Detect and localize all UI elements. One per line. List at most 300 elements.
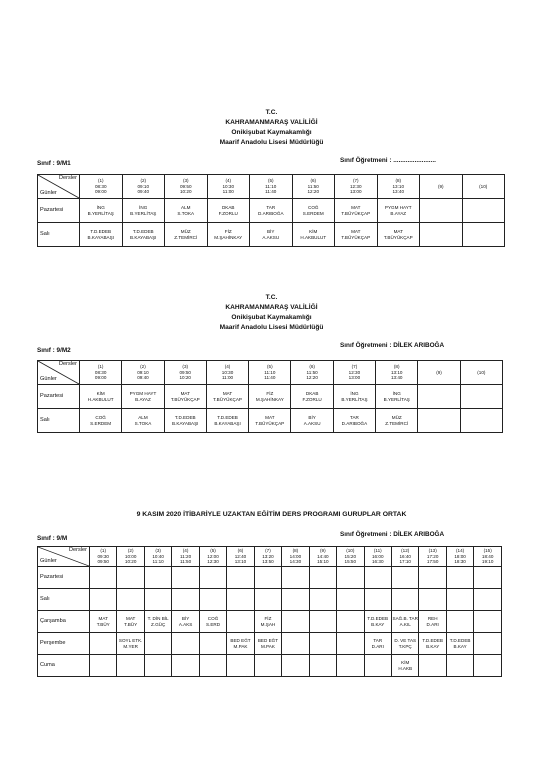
lesson-name: T.D.EDEB [132,228,154,234]
teacher-name: B.AYAZ [390,210,407,216]
table-row [38,567,502,589]
timetable-9m2 [37,360,503,433]
period-end-time: 15:50 [344,559,357,565]
teacher-name: B.KAY [453,643,467,649]
lesson-cell [172,589,199,611]
period-end-time: 09:00 [95,189,107,195]
lesson-cell [391,567,418,589]
period-header [376,361,418,385]
period-end-time: 11:00 [222,189,234,195]
lesson-cell [333,409,375,433]
teacher-name: F.ZORLU [302,396,322,402]
period-number: (7) [351,364,358,370]
lesson-name: T.D.EDEB [217,414,238,420]
period-header [80,361,122,385]
lesson-cell [420,199,463,223]
lesson-cell [227,633,254,655]
teacher-name: A.AKSU [262,234,280,240]
period-header [462,175,505,199]
lesson-cell [199,589,226,611]
period-end-time: 11:40 [265,189,277,195]
period-end-time: 16:30 [372,559,384,565]
corner-days-label: Günler [40,190,57,197]
period-number: (1) [97,178,104,184]
teacher-name: M.ŞAHİNKAY [255,396,284,402]
lesson-name: COĞ [95,414,106,420]
lesson-name: MAT [180,390,190,396]
lesson-cell [309,567,336,589]
period-start-time: 12:40 [234,553,247,559]
lesson-name: T.D.EDEB [90,228,112,234]
period-number: (9) [437,183,444,189]
lesson-cell [446,633,473,655]
lesson-cell [419,655,446,677]
period-end-time: 17:50 [426,559,439,565]
lesson-cell [199,633,226,655]
lesson-cell [117,589,144,611]
teacher-name: T.BÜY [96,621,110,627]
timetable-9m1 [37,174,505,247]
lesson-cell [90,655,117,677]
lesson-cell [419,633,446,655]
lesson-cell [117,655,144,677]
lesson-name: D. VE TAS [394,637,417,643]
corner-cell [38,361,80,385]
lesson-name: FİZ [264,615,272,621]
lesson-cell [206,385,248,409]
lesson-cell [227,589,254,611]
period-end-time: 13:10 [234,559,247,565]
lesson-name: DKAB [305,390,319,396]
lesson-cell [377,199,420,223]
teacher-name: B.KAYABAŞI [214,420,241,426]
period-end-time: 18:30 [454,559,466,565]
class-label: Sınıf : 9/M2 [37,347,71,354]
lesson-name: BED EĞT [257,637,279,643]
teacher-name: M.YER [123,643,138,649]
period-header [282,547,309,567]
period-number: (15) [483,548,492,554]
period-end-time: 09:40 [137,189,149,195]
day-label: Çarşamba [38,611,90,633]
period-start-time: 13:20 [262,553,274,559]
lesson-name: FİZ [266,390,274,396]
lesson-name: İNG [139,204,148,210]
lesson-name: T.D.EDEB [174,414,196,420]
period-header [122,361,164,385]
lesson-cell [90,567,117,589]
lesson-cell [80,199,123,223]
teacher-name: D.ARIBOĞA [341,420,368,426]
lesson-cell [333,385,375,409]
period-start-time: 12:30 [348,369,361,375]
lesson-cell [144,655,171,677]
lesson-cell [164,409,206,433]
period-start-time: 09:10 [137,183,149,189]
lesson-cell [462,223,505,247]
lesson-cell [254,567,281,589]
lesson-cell [460,385,502,409]
period-header [420,175,463,199]
lesson-cell [337,633,364,655]
teacher-name: M.PAK [260,643,275,649]
teacher-name: Z.TEMİRCİ [174,234,198,240]
teacher-name: B.KAYABAŞI [130,234,157,240]
lesson-cell [474,611,502,633]
lesson-name: KİM [309,228,318,234]
lesson-cell [80,385,122,409]
lesson-cell [199,567,226,589]
lesson-cell [364,633,391,655]
lesson-cell [172,633,199,655]
lesson-cell [364,567,391,589]
period-number: (12) [401,548,410,554]
lesson-cell [460,409,502,433]
period-end-time: 13:50 [262,559,274,565]
period-number: (3) [182,178,189,184]
period-start-time: 13:10 [392,183,404,189]
period-number: (2) [140,178,147,184]
period-end-time: 13:40 [390,375,403,381]
period-header [419,547,446,567]
period-end-time: 09:40 [137,375,149,381]
lesson-cell [172,611,199,633]
period-end-time: 09:00 [94,375,107,381]
teacher-name: H.AKB [398,665,413,671]
lesson-name: MAT [351,228,361,234]
period-start-time: 17:20 [426,553,439,559]
period-number: (7) [265,548,271,554]
lesson-cell [206,409,248,433]
period-number: (4) [182,548,189,554]
teacher-name: S.ERD [206,621,221,627]
lesson-cell [364,611,391,633]
period-number: (10) [477,369,486,375]
teacher-name: S.TOKA [134,420,152,426]
lesson-cell [291,409,333,433]
day-label: Salı [38,589,90,611]
corner-cell [38,175,80,199]
lesson-cell [282,611,309,633]
teacher-name: M.ŞAHİNKAY [214,234,243,240]
period-start-time: 14:00 [289,553,302,559]
lesson-cell [420,223,463,247]
lesson-cell [337,567,364,589]
period-header [446,547,473,567]
period-end-time: 17:10 [399,559,411,565]
lesson-cell [207,199,250,223]
lesson-name: MÜZ [391,414,402,420]
teacher-name: B.KAY [426,643,440,649]
period-start-time: 11:10 [264,369,276,375]
teacher-name: B.YERLİTAŞ [341,396,368,402]
teacher-label: Sınıf Öğretmeni : DİLEK ARIBOĞA [340,342,445,349]
lesson-cell [172,567,199,589]
period-number: (13) [428,548,437,554]
lesson-name: İNG [350,390,359,396]
teacher-name: Z.GÜÇ [150,621,166,627]
period-header [418,361,460,385]
lesson-cell [446,589,473,611]
period-start-time: 12:00 [207,553,219,559]
period-end-time: 19:10 [481,559,494,565]
lesson-cell [474,567,502,589]
lesson-name: PYGM HAYT [129,390,157,396]
teacher-name: S.TOKA [177,210,195,216]
period-header [206,361,248,385]
lesson-cell [165,199,208,223]
lesson-cell [391,589,418,611]
lesson-cell [144,589,171,611]
period-number: (14) [456,548,465,554]
day-label: Pazartesi [38,199,80,223]
period-start-time: 10:30 [222,183,234,189]
lesson-cell [122,199,165,223]
lesson-cell [227,655,254,677]
lesson-cell [335,199,378,223]
teacher-name: M.ŞAH [260,621,276,627]
teacher-name: T.BÜYÜKÇAP [213,396,242,402]
period-end-time: 10:20 [179,375,191,381]
teacher-name: S.ERDEM [90,420,112,426]
lesson-name: TAR [350,414,359,420]
lesson-name: İNG [96,204,105,210]
lesson-name: MAT [351,204,361,210]
lesson-name: TAR [373,637,383,643]
lesson-cell [282,633,309,655]
teacher-name: S.ERDEM [302,210,324,216]
lesson-cell [227,567,254,589]
lesson-cell [292,199,335,223]
lesson-cell [249,385,291,409]
period-number: (10) [346,548,355,554]
lesson-cell [309,633,336,655]
header-row [38,547,502,567]
period-number: (8) [393,364,400,370]
lesson-cell [254,633,281,655]
header-line: Onikişubat Kaymakamlığı [231,129,312,136]
lesson-name: ALM [138,414,148,420]
lesson-cell [474,589,502,611]
lesson-name: İNG [392,390,401,396]
lesson-cell [377,223,420,247]
lesson-cell [446,655,473,677]
period-header [309,547,336,567]
lesson-cell [391,655,418,677]
lesson-cell [117,633,144,655]
teacher-label: Sınıf Öğretmeni : DİLEK ARIBOĞA [340,531,445,538]
period-end-time: 11:50 [180,559,192,565]
lesson-cell [419,567,446,589]
period-number: (8) [395,178,402,184]
lesson-cell [418,409,460,433]
day-label: Pazartesi [38,567,90,589]
teacher-name: T.BÜY [124,621,138,627]
period-header [391,547,418,567]
lesson-cell [117,611,144,633]
period-header [80,175,123,199]
lesson-cell [282,567,309,589]
teacher-name: B.KAYABAŞI [87,234,114,240]
lesson-cell [309,589,336,611]
period-end-time: 13:40 [392,189,404,195]
period-header [292,175,335,199]
lesson-cell [462,199,505,223]
lesson-cell [250,223,293,247]
lesson-cell [364,589,391,611]
period-header [291,361,333,385]
lesson-cell [419,611,446,633]
teacher-name: Z.TEMİRCİ [385,420,409,426]
period-header [250,175,293,199]
header-line: T.C. [265,294,278,301]
teacher-name: D.ARI [426,621,439,627]
period-number: (11) [373,548,382,554]
header-line: Maarif Anadolu Lisesi Müdürlüğü [219,139,324,146]
lesson-name: TAR [266,204,276,210]
lesson-cell [250,199,293,223]
teacher-name: T.BÜYÜKÇAP [255,420,285,426]
lesson-cell [172,655,199,677]
period-end-time: 11:40 [264,375,276,381]
period-header [227,547,254,567]
lesson-name: MAT [126,615,136,621]
period-start-time: 11:10 [265,183,277,189]
period-header [335,175,378,199]
period-start-time: 11:50 [306,369,318,375]
lesson-cell [144,633,171,655]
lesson-cell [254,611,281,633]
period-end-time: 12:20 [306,375,318,381]
teacher-name: T.BÜYÜKÇAP [383,234,413,240]
table-row [38,589,502,611]
lesson-cell [391,633,418,655]
header-row [38,361,503,385]
period-start-time: 09:10 [137,369,149,375]
teacher-name: B.YERLİTAŞ [383,396,410,402]
lesson-cell [122,223,165,247]
header-line: KAHRAMANMARAŞ VALİLİĞİ [225,119,318,126]
period-number: (3) [182,364,189,370]
table-row [38,199,505,223]
period-start-time: 09:50 [179,369,191,375]
class-label: Sınıf : 9/M [37,535,68,542]
lesson-cell [227,611,254,633]
period-end-time: 10:20 [180,189,192,195]
lesson-cell [364,655,391,677]
period-end-time: 11:10 [152,559,164,565]
teacher-name: T.BÜYÜKÇAP [341,210,371,216]
period-header [199,547,226,567]
period-start-time: 08:30 [95,183,107,189]
period-header [364,547,391,567]
corner-lessons-label: Dersler [68,547,87,553]
period-header [117,547,144,567]
period-header [164,361,206,385]
day-label: Perşembe [38,633,90,655]
lesson-cell [376,385,418,409]
lesson-cell [292,223,335,247]
corner-lessons-label: Dersler [58,361,77,367]
teacher-name: H.AKBULUT [87,396,114,402]
period-header [249,361,291,385]
lesson-cell [337,611,364,633]
period-start-time: 13:10 [390,369,403,375]
table-row [38,223,505,247]
period-start-time: 16:00 [372,553,384,559]
teacher-name: A.AKSU [303,420,321,426]
teacher-name: B.KAY [371,621,385,627]
corner-days-label: Günler [40,376,57,383]
period-number: (6) [309,364,315,370]
lesson-name: PYGM HAYT [384,204,412,210]
period-header [165,175,208,199]
lesson-cell [90,633,117,655]
lesson-cell [90,611,117,633]
teacher-name: T.BÜYÜKÇAP [341,234,371,240]
lesson-cell [199,655,226,677]
timetable-9m-distance [37,546,502,677]
table-row [38,385,503,409]
period-number: (7) [352,178,359,184]
teacher-name: H.AKBULUT [300,234,327,240]
lesson-name: FİZ [224,228,232,234]
lesson-cell [199,611,226,633]
period-number: (8) [292,548,299,554]
period-number: (4) [224,364,231,370]
period-start-time: 09:30 [97,553,109,559]
lesson-name: BİY [267,228,275,234]
period-end-time: 12:20 [307,189,319,195]
lesson-name: COĞ [308,204,319,210]
teacher-name: F.ZORLU [218,210,238,216]
lesson-cell [282,589,309,611]
class-label: Sınıf : 9/M1 [37,160,71,167]
lesson-name: KİM [401,659,410,665]
period-start-time: 18:00 [454,553,466,559]
lesson-cell [291,385,333,409]
lesson-cell [309,655,336,677]
lesson-name: KİM [96,390,105,396]
period-start-time: 11:20 [180,553,192,559]
period-end-time: 11:00 [221,375,234,381]
lesson-cell [90,589,117,611]
period-start-time: 16:40 [399,553,411,559]
period-number: (1) [97,364,104,370]
day-label: Salı [38,223,80,247]
lesson-cell [446,611,473,633]
lesson-cell [335,223,378,247]
period-number: (5) [267,178,274,184]
lesson-name: COĞ [207,615,219,621]
header-line: T.C. [265,109,278,116]
teacher-name: M.PAK [233,643,248,649]
lesson-cell [418,385,460,409]
period-header [474,547,502,567]
period-number: (10) [479,183,488,189]
corner-cell [38,547,90,567]
period-end-time: 09:50 [97,559,109,565]
period-number: (9) [320,548,326,554]
teacher-name: B.YERLİTAŞ [87,210,114,216]
lesson-name: BİY [308,414,316,420]
period-start-time: 12:30 [350,183,362,189]
period-start-time: 10:40 [152,553,164,559]
table-row [38,655,502,677]
lesson-name: MAT [222,390,233,396]
period-start-time: 11:50 [307,183,319,189]
period-end-time: 10:20 [124,559,137,565]
